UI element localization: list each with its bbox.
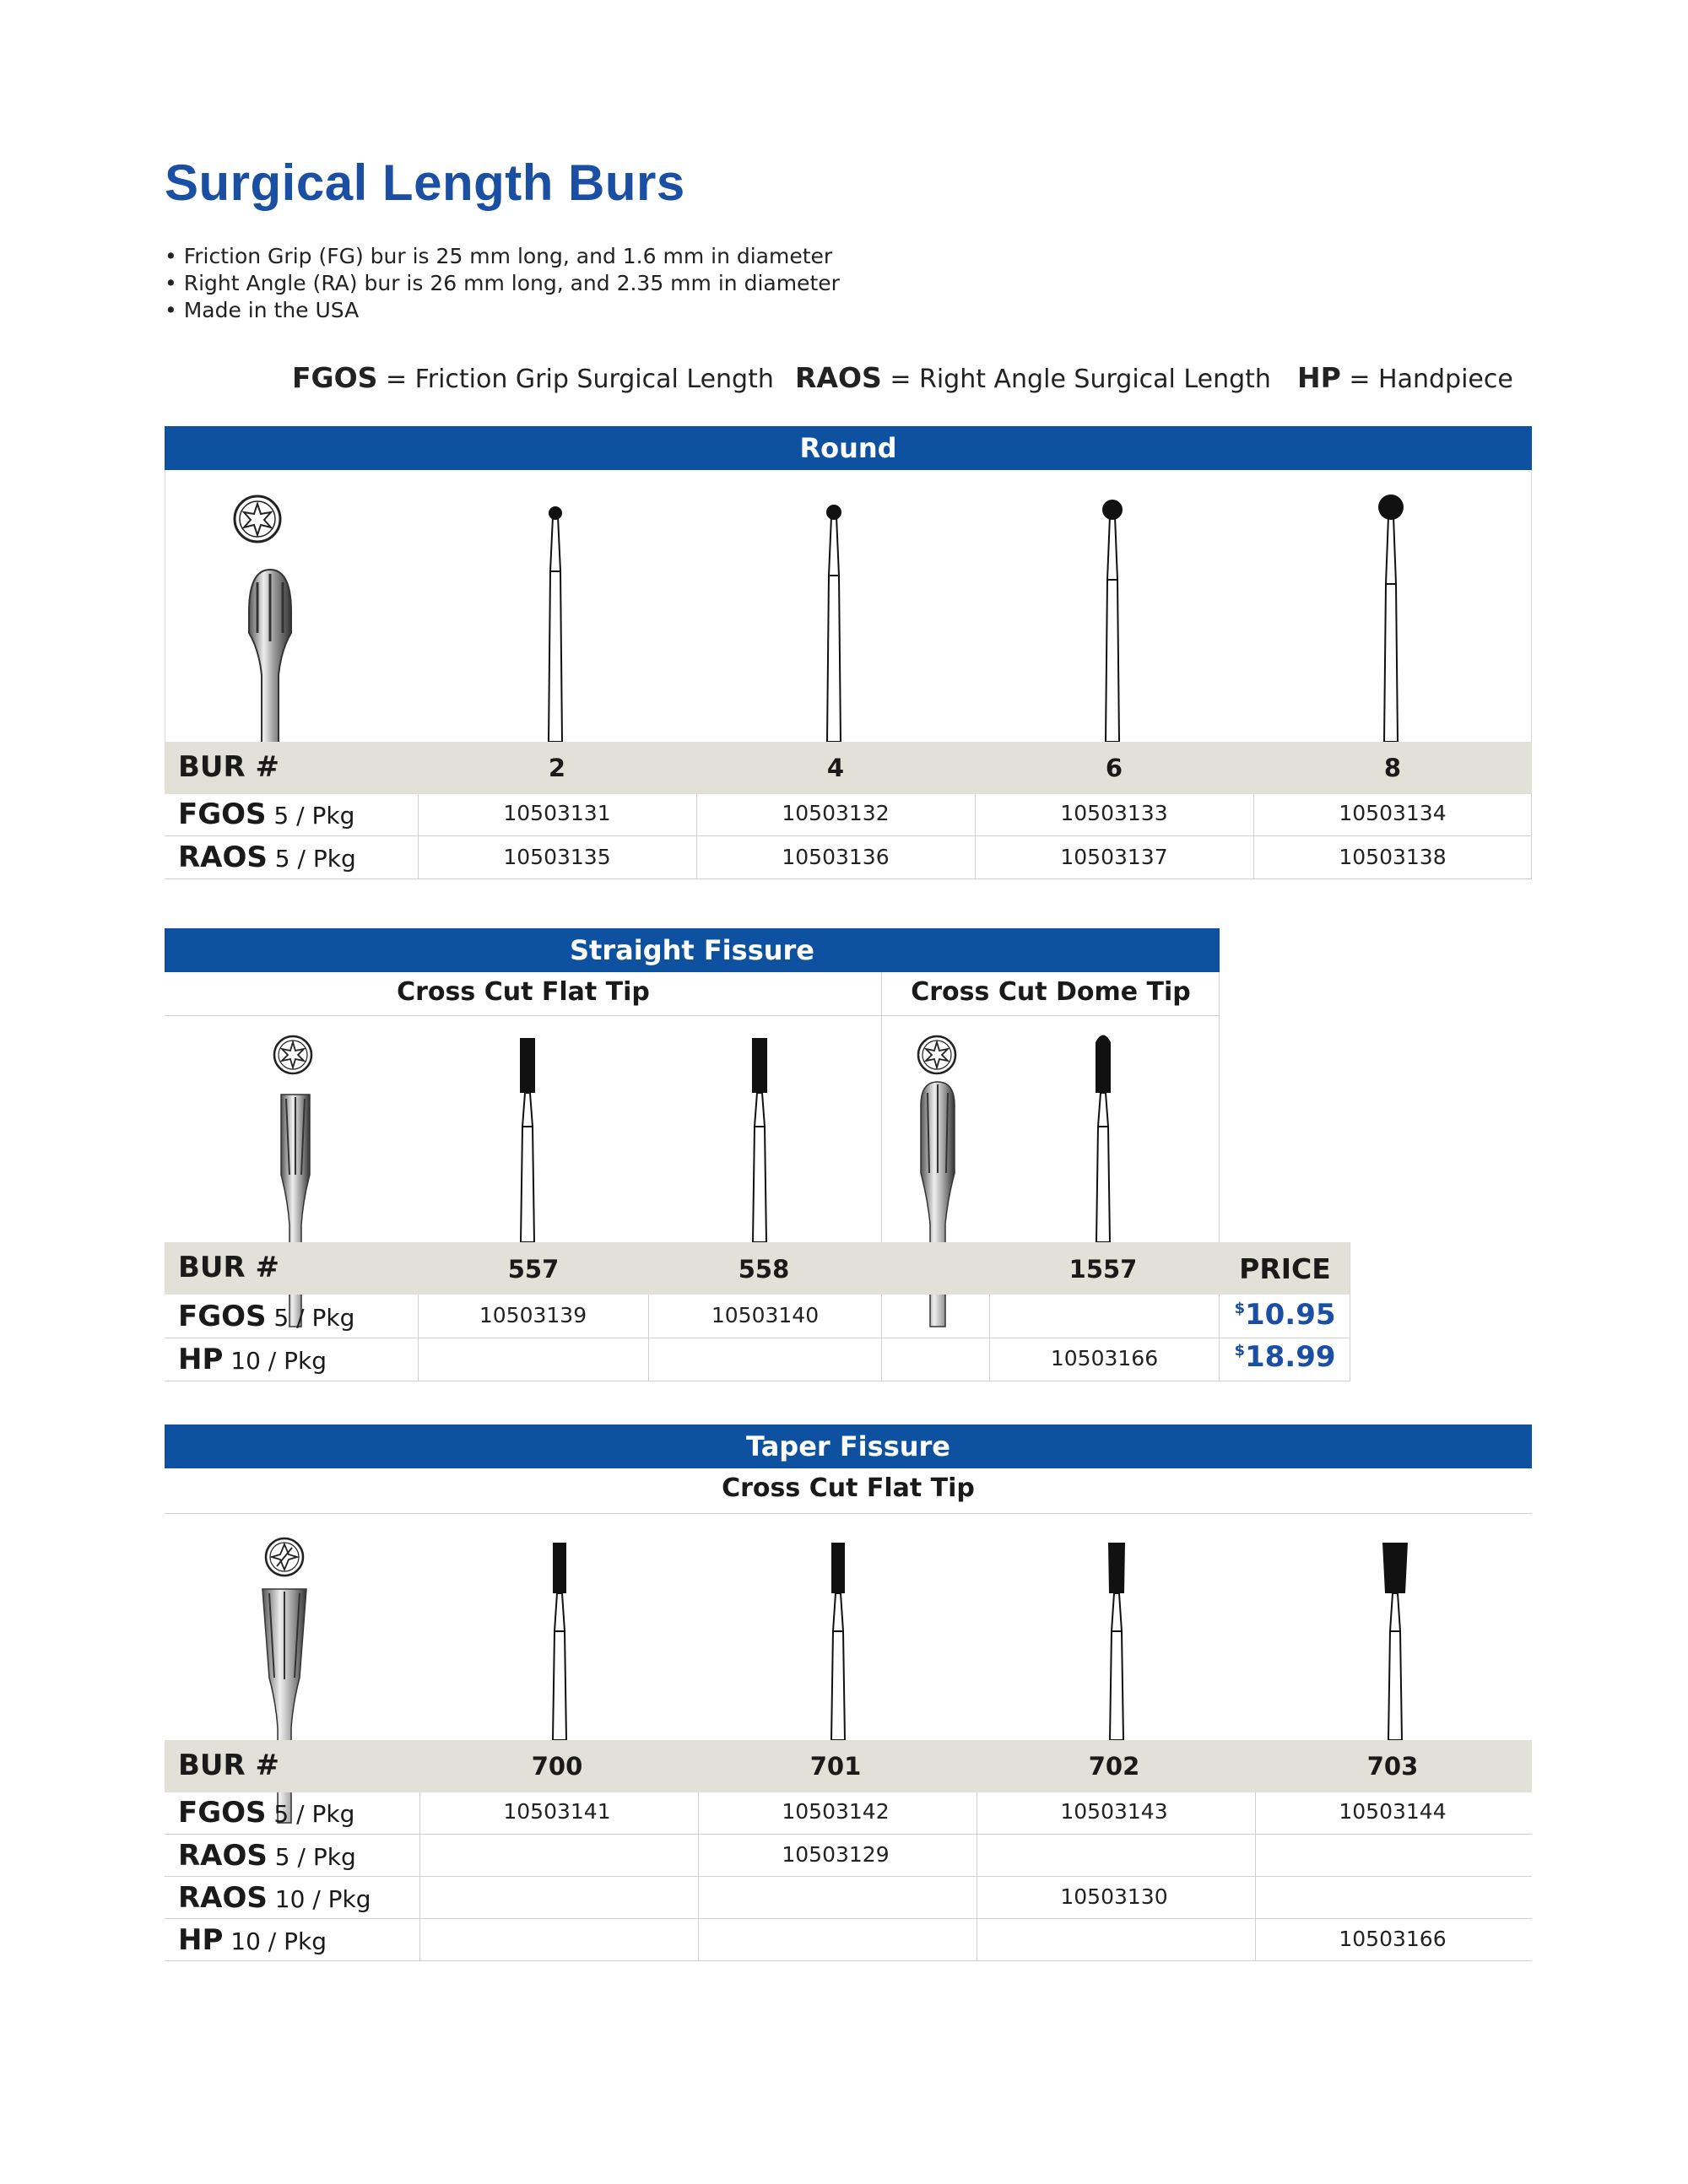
bur-number: 1557 <box>1069 1255 1138 1284</box>
bur-number: 702 <box>1088 1752 1140 1781</box>
bur-number: 4 <box>826 754 845 782</box>
straight-header: Straight Fissure <box>165 928 1220 972</box>
catalog-number: 10503136 <box>782 845 890 869</box>
round-bur-drawing <box>1102 500 1123 742</box>
taper-bur-drawing <box>831 1543 845 1740</box>
bur-number: 557 <box>507 1255 560 1284</box>
catalog-number: 10503129 <box>782 1842 890 1867</box>
taper-bur-drawing <box>553 1543 566 1740</box>
row-label-raos: RAOS 5 / Pkg <box>178 841 356 874</box>
bur-number: 703 <box>1366 1752 1419 1781</box>
catalog-number: 10503139 <box>479 1303 587 1327</box>
bur-number: 701 <box>809 1752 862 1781</box>
legend-raos: RAOS = Right Angle Surgical Length <box>795 361 1271 394</box>
catalog-number: 10503142 <box>782 1799 890 1824</box>
straight-bur-drawing <box>752 1038 767 1242</box>
catalog-number: 10503130 <box>1060 1884 1168 1909</box>
catalog-number: 10503166 <box>1339 1927 1447 1951</box>
bur-number: 558 <box>738 1255 790 1284</box>
catalog-number: 10503133 <box>1060 801 1168 825</box>
bur-number: 6 <box>1105 754 1123 782</box>
bur-number: 8 <box>1383 754 1402 782</box>
catalog-number: 10503137 <box>1060 845 1168 869</box>
catalog-number: 10503134 <box>1339 801 1447 825</box>
catalog-number: 10503140 <box>711 1303 820 1327</box>
price-fgos: $10.95 <box>1234 1298 1336 1332</box>
page-title: Surgical Length Burs <box>165 154 685 211</box>
bur-number: 2 <box>548 754 566 782</box>
round-header: Round <box>165 426 1532 470</box>
round-section <box>165 426 1532 882</box>
straight-bur-drawing <box>1096 1035 1111 1243</box>
bur-number-label: BUR # <box>178 750 280 784</box>
catalog-number: 10503135 <box>503 845 611 869</box>
price-label: PRICE <box>1239 1252 1331 1285</box>
catalog-number: 10503131 <box>503 801 611 825</box>
catalog-number: 10503143 <box>1060 1799 1168 1824</box>
bullet-item: • Made in the USA <box>165 298 360 322</box>
straight-bur-drawing <box>520 1038 535 1242</box>
round-bur-drawing <box>826 505 841 742</box>
subheader-flat-tip: Cross Cut Flat Tip <box>397 977 650 1007</box>
subheader-flat-tip: Cross Cut Flat Tip <box>722 1473 975 1503</box>
round-bur-drawing <box>1378 495 1404 742</box>
row-label-fgos: FGOS 5 / Pkg <box>178 1300 355 1333</box>
row-label-fgos: FGOS 5 / Pkg <box>178 797 355 831</box>
round-bur-drawings <box>165 470 1532 742</box>
legend-fgos: FGOS = Friction Grip Surgical Length <box>292 361 774 394</box>
taper-fissure-section <box>165 1424 1532 1965</box>
bur-number-label: BUR # <box>178 1749 280 1782</box>
bullet-item: • Friction Grip (FG) bur is 25 mm long, and 1.6 mm in diameter <box>165 244 833 268</box>
legend-hp: HP = Handpiece <box>1297 361 1513 394</box>
subheader-dome-tip: Cross Cut Dome Tip <box>911 977 1191 1007</box>
row-label-hp: HP 10 / Pkg <box>178 1343 327 1376</box>
row-label-raos: RAOS 5 / Pkg <box>178 1839 356 1873</box>
taper-bur-drawing <box>1382 1543 1408 1740</box>
row-label-hp: HP 10 / Pkg <box>178 1923 327 1957</box>
catalog-number: 10503132 <box>782 801 890 825</box>
price-hp: $18.99 <box>1234 1340 1336 1374</box>
bullet-item: • Right Angle (RA) bur is 26 mm long, and 2.35 mm in diameter <box>165 271 840 295</box>
feature-list <box>165 243 840 324</box>
catalog-number: 10503141 <box>503 1799 611 1824</box>
bur-number-label: BUR # <box>178 1251 280 1284</box>
taper-header: Taper Fissure <box>165 1424 1532 1468</box>
row-label-raos: RAOS 10 / Pkg <box>178 1881 371 1915</box>
row-label-fgos: FGOS 5 / Pkg <box>178 1796 355 1830</box>
catalog-number: 10503144 <box>1339 1799 1447 1824</box>
catalog-number: 10503138 <box>1339 845 1447 869</box>
bur-number: 700 <box>531 1752 583 1781</box>
straight-fissure-section <box>165 928 1350 1384</box>
round-bur-drawing <box>549 506 562 742</box>
taper-bur-drawing <box>1108 1543 1125 1740</box>
catalog-number: 10503166 <box>1050 1346 1159 1370</box>
